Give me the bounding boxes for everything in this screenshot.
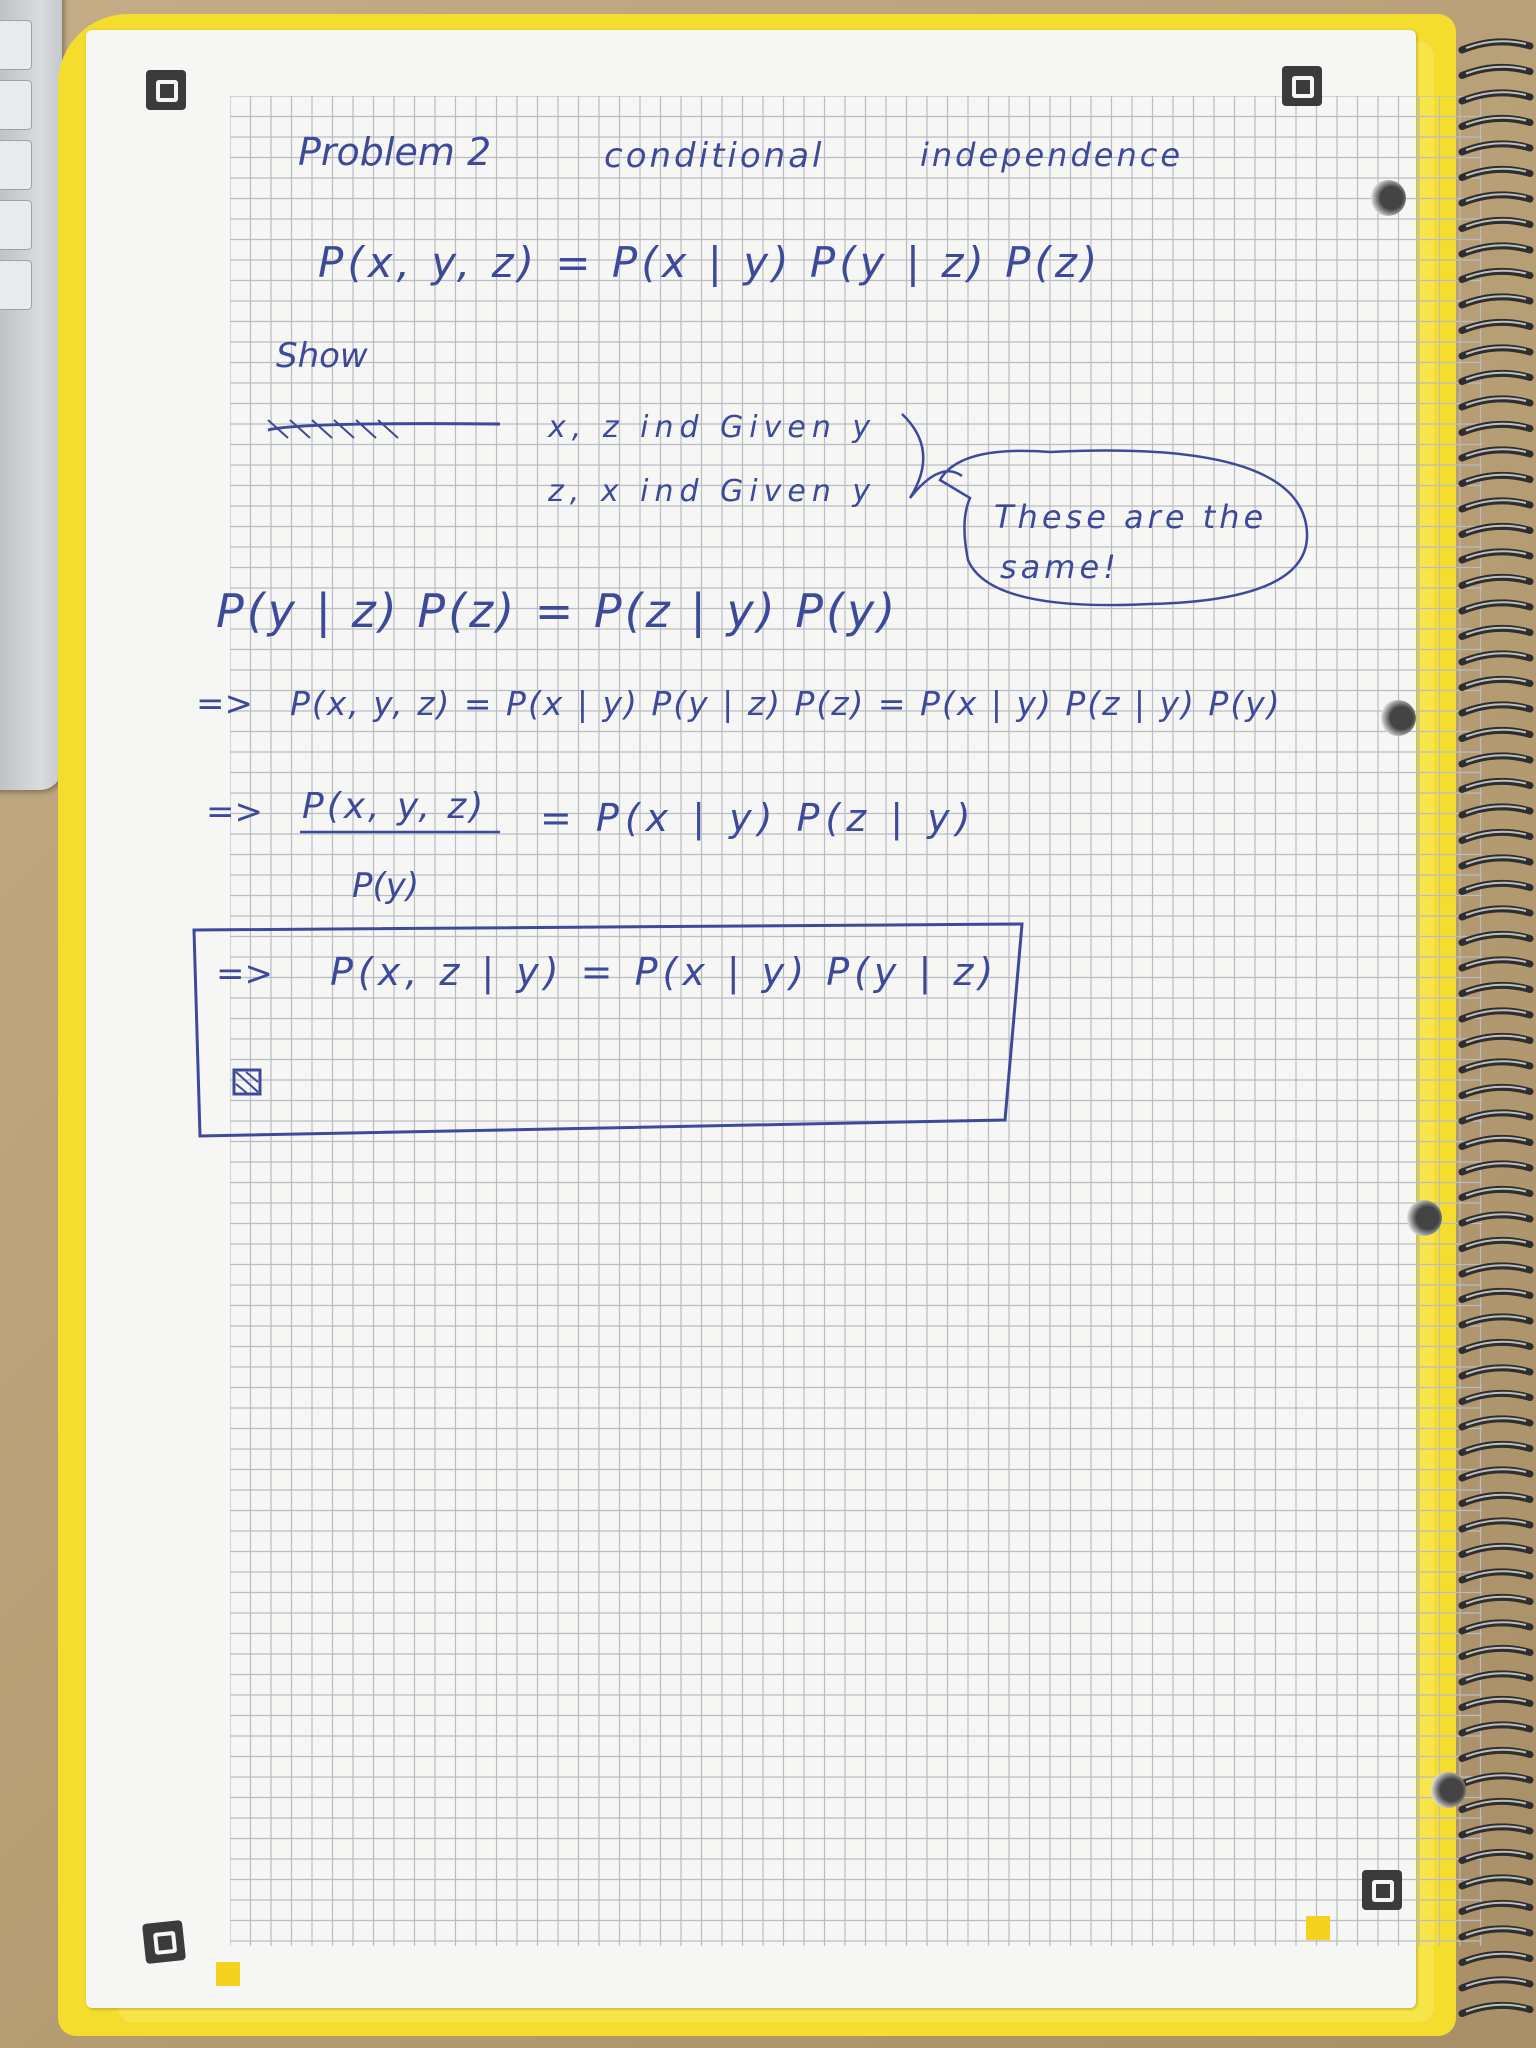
show-label: Show [276,336,368,376]
end-proof-hatch [236,1072,258,1094]
step2-numerator: P(x, y, z) [302,786,487,827]
step2-implies: => [206,792,263,832]
topic-word-independence: independence [920,136,1184,174]
boxed-result-equation: P(x, z | y) = P(x | y) P(y | z) [330,950,999,994]
given-equation: P(x, y, z) = P(x | y) P(y | z) P(z) [318,238,1102,287]
step2-denominator: P(y) [352,866,420,906]
step2-rhs: = P(x | y) P(z | y) [540,796,977,840]
boxed-implies: => [216,954,273,994]
statement-zx-independent: z, x ind Given y [548,474,877,509]
step1-equation: P(x, y, z) = P(x | y) P(y | z) P(z) = P(x | y) P(z | y) P(y) [290,684,1282,723]
step1-implies: => [196,684,253,724]
bubble-text-line2: same! [1000,548,1120,586]
bubble-text-line1: These are the [994,498,1268,536]
title: Problem 2 [298,130,492,174]
curly-brace [902,414,962,498]
topic-word-conditional: conditional [604,136,825,176]
bayes-equation: P(y | z) P(z) = P(z | y) P(y) [216,584,899,638]
statement-xz-independent: x, z ind Given y [548,410,877,445]
